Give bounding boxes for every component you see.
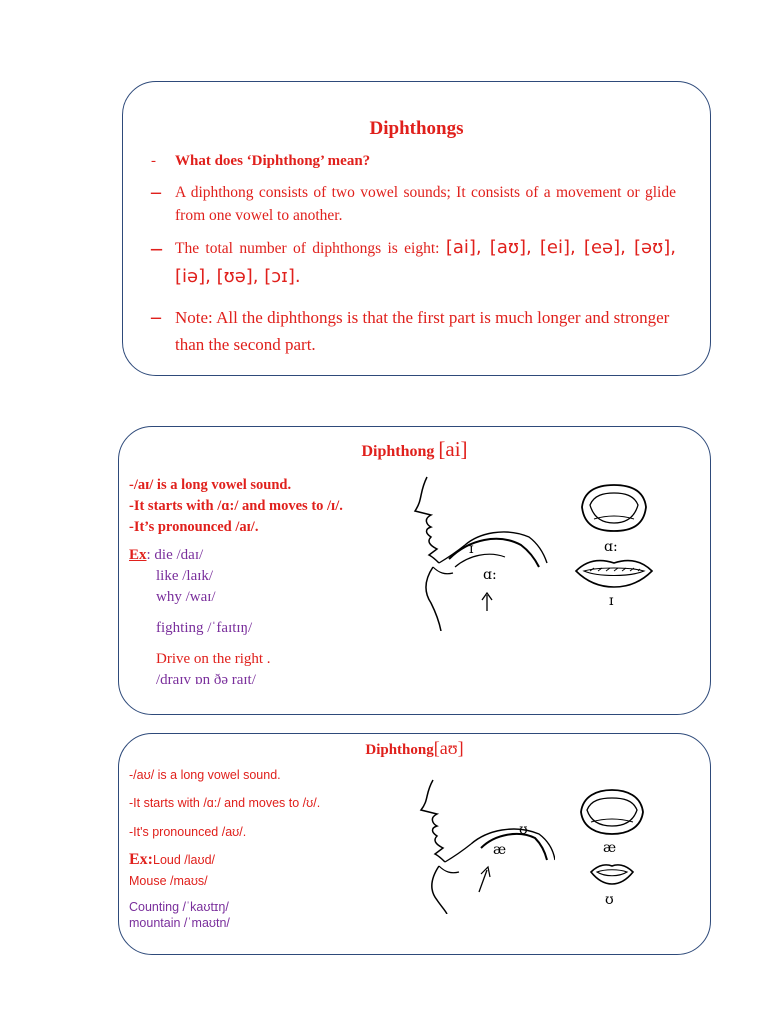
ae-vowel-label: æ xyxy=(493,842,507,858)
u-lips-label: ʊ xyxy=(605,892,614,908)
lips-diagram xyxy=(577,786,647,912)
mouth-profile-diagram xyxy=(409,471,549,631)
example-sentence-ipa: /draɪv ɒn ðə raɪt/ xyxy=(156,672,256,688)
i-lips-label: ɪ xyxy=(609,593,614,609)
examples: Ex: die /daɪ/ like /laɪk/ why /waɪ/ xyxy=(129,547,216,605)
ae-lips-label: æ xyxy=(603,840,617,856)
a-lips-label: ɑ: xyxy=(604,539,618,555)
definition-card xyxy=(122,81,711,376)
example-fighting: fighting /ˈfaɪtɪŋ/ xyxy=(156,620,253,636)
u-vowel-label: ʊ xyxy=(519,822,528,838)
example-3: Counting /ˈkaʊtɪŋ/ xyxy=(129,900,229,914)
bullet-note: – Note: All the diphthongs is that the first part is much longer and stronger than the second part. xyxy=(151,306,670,354)
a-vowel-label: ɑ: xyxy=(483,567,497,583)
card-title: Diphthong[aʊ] xyxy=(365,738,464,758)
example-1: Ex:Loud /laʊd/ xyxy=(129,851,216,868)
card-title: Diphthong [ai] xyxy=(361,437,468,461)
mouth-profile-diagram xyxy=(415,774,555,914)
lips-diagram xyxy=(574,479,654,609)
diphthong-ai-card xyxy=(118,426,711,715)
line-3: -It's pronounced /aʊ/. xyxy=(129,825,247,839)
i-vowel-label: ɪ xyxy=(469,541,474,557)
line-1: -/aʊ/ is a long vowel sound. xyxy=(129,768,281,782)
bullet-question: - What does ‘Diphthong’ mean? xyxy=(151,153,371,169)
bullet-count: – The total number of diphthongs is eight: [ai], [aʊ], [ei], [eə], [əʊ], [iə], [ʊə], [ɔɪ]. xyxy=(151,235,676,287)
example-4: mountain /ˈmaʊtn/ xyxy=(129,916,230,930)
description-lines: -/aɪ/ is a long vowel sound. -It starts with /ɑ:/ and moves to /ɪ/. -It’s pronounced /aɪ/. xyxy=(129,477,343,535)
example-sentence: Drive on the right . xyxy=(156,651,271,667)
card-title: Diphthongs xyxy=(369,118,464,139)
bullet-definition: – A diphthong consists of two vowel sounds; It consists of a movement or glide from one vowel to another. xyxy=(151,181,676,224)
line-2: -It starts with /ɑ:/ and moves to /ʊ/. xyxy=(129,796,321,810)
example-2: Mouse /maʊs/ xyxy=(129,874,208,888)
diphthong-au-card xyxy=(118,733,711,955)
